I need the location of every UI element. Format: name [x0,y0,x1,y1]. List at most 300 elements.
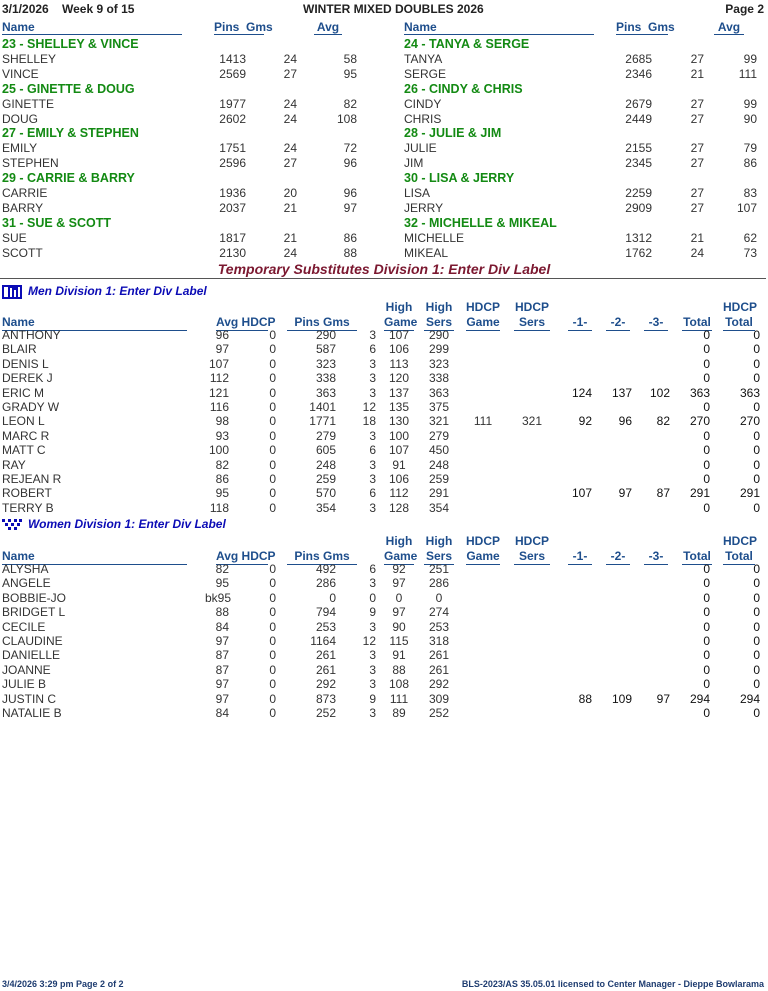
col-game-3: -3- [644,549,668,565]
player-average: 111 [738,66,757,81]
col-pins-gms: Pins Gms [287,549,357,565]
sub-hdcp-total: 0 [753,342,760,357]
sub-total: 0 [703,371,710,386]
sub-name: RAY [2,457,26,472]
sub-high-game: 128 [388,500,410,515]
sub-handicap: 0 [269,648,276,663]
col-total: Total [683,315,711,329]
player-row [2,67,382,82]
sub-game-1: 92 [578,414,592,429]
player-name: GINETTE [2,97,55,111]
women-column-header [0,534,768,564]
sub-high-series: 292 [428,677,450,692]
sub-high-game: 100 [388,428,410,443]
player-average: 86 [743,155,757,170]
sub-average: 88 [215,605,229,620]
sub-average: 118 [209,500,229,515]
sub-name: GRADY W [2,400,60,414]
col-high-top: High [425,300,453,314]
sub-handicap: 0 [269,443,276,458]
sub-name: TERRY B [2,500,54,515]
sub-pins: 492 [315,562,336,576]
sub-average: 107 [208,356,229,371]
player-pins: 2679 [625,97,652,111]
team-name: 27 - EMILY & STEPHEN [2,126,139,140]
sub-high-game: 0 [395,590,403,605]
sub-high-game: 91 [392,648,406,663]
player-name: MICHELLE [404,231,465,245]
col-game-1: -1- [568,315,592,331]
sub-handicap: 0 [269,342,276,357]
team-name: 32 - MICHELLE & MIKEAL [404,216,557,230]
player-games: 21 [690,231,704,245]
player-row [404,67,768,82]
player-name: CINDY [404,97,442,111]
sub-average: 97 [215,634,229,648]
sub-hdcp-series: 321 [521,414,543,429]
sub-high-series: 251 [428,562,450,576]
sub-hdcp-total: 291 [739,486,760,501]
player-pins: 2602 [219,111,246,126]
sub-handicap: 0 [269,590,276,605]
sub-game-3: 97 [656,691,670,706]
sub-handicap: 0 [269,486,276,501]
player-name: CARRIE [2,186,48,200]
sub-pins: 570 [315,486,336,501]
player-row [404,231,768,246]
col-high-sers: Sers [425,315,453,329]
player-average: 72 [343,141,357,155]
sub-high-game: 106 [388,472,410,486]
report-header [0,2,768,16]
footer-timestamp: 3/4/2026 3:29 pm Page 2 of 2 [2,979,124,989]
footer-license: BLS-2023/AS 35.05.01 licensed to Center Manager - Dieppe Bowlarama [461,979,764,989]
sub-high-series: 318 [428,634,450,648]
sub-games: 12 [362,400,376,414]
team-name: 28 - JULIE & JIM [404,126,502,140]
player-name: JIM [404,155,424,170]
sub-high-series: 299 [428,342,450,357]
sub-high-game: 91 [392,457,406,472]
sub-row [0,429,768,443]
sub-total: 0 [703,328,710,342]
women-division-header [2,517,226,533]
col-hdcp-top: HDCP [723,300,758,314]
women-bowler-icon [2,518,22,532]
sub-handicap: 0 [269,634,276,648]
player-name: VINCE [2,66,39,81]
sub-row [0,677,768,691]
player-pins: 2037 [219,200,246,215]
sub-high-series: 290 [428,328,450,342]
sub-average: bk95 [205,590,232,605]
sub-hdcp-total: 294 [739,691,760,706]
player-pins: 1413 [219,52,246,66]
sub-pins: 279 [315,428,336,443]
col-game-3: -3- [644,315,668,331]
sub-handicap: 0 [269,371,276,386]
team-name: 29 - CARRIE & BARRY [2,171,135,185]
sub-high-game: 88 [392,662,406,677]
col-hdcp-total: Total [723,549,755,565]
player-row [2,112,382,127]
sub-total: 0 [703,562,710,576]
team-name: 25 - GINETTE & DOUG [2,82,135,96]
player-games: 24 [283,97,297,111]
sub-game-1: 107 [571,486,592,501]
sub-high-series: 323 [428,356,450,371]
sub-hdcp-total: 0 [753,472,760,486]
sub-name: CECILE [2,619,46,634]
sub-games: 3 [369,428,376,443]
player-row [2,97,382,112]
team-block [404,37,768,81]
team-name: 30 - LISA & JERRY [404,171,515,185]
player-average: 82 [343,97,357,111]
sub-row [0,605,768,619]
team-name: 24 - TANYA & SERGE [404,37,530,51]
sub-pins: 587 [315,342,336,357]
sub-high-game: 135 [388,400,410,414]
sub-handicap: 0 [269,619,276,634]
team-column-header-left [0,21,380,35]
sub-pins: 873 [315,691,336,706]
sub-name: DEREK J [2,371,53,386]
col-avg: Avg [714,21,744,35]
sub-handicap: 0 [269,385,276,400]
sub-average: 116 [209,400,229,414]
sub-high-series: 286 [428,576,450,591]
sub-row [0,371,768,385]
sub-games: 6 [369,486,376,501]
player-pins: 1817 [219,231,246,245]
sub-high-series: 248 [428,457,450,472]
sub-high-series: 261 [428,662,450,677]
sub-hdcp-total: 0 [753,590,760,605]
sub-total: 0 [703,356,710,371]
sub-total: 0 [703,677,710,692]
sub-high-game: 107 [388,328,410,342]
sub-pins: 363 [315,385,336,400]
col-game-2: -2- [606,315,630,331]
sub-hdcp-total: 0 [753,706,760,720]
sub-pins: 354 [315,500,336,515]
sub-high-game: 97 [392,576,406,591]
sub-games: 18 [362,414,376,429]
player-row [2,156,382,171]
player-average: 90 [743,111,757,126]
sub-game-1: 124 [571,385,592,400]
sub-total: 0 [703,662,710,677]
sub-row [0,591,768,605]
sub-average: 87 [215,648,229,663]
sub-hdcp-total: 0 [753,662,760,677]
player-games: 27 [690,141,704,155]
sub-average: 93 [215,428,229,443]
sub-games: 3 [369,385,376,400]
sub-row [0,400,768,414]
sub-row [0,663,768,677]
player-pins: 2449 [625,111,652,126]
sub-high-series: 309 [428,691,450,706]
player-pins: 2259 [625,186,652,200]
sub-handicap: 0 [269,706,276,720]
col-pins: Pins [214,20,240,34]
player-average: 96 [343,186,357,200]
sub-total: 291 [689,486,710,501]
sub-pins: 259 [315,472,336,486]
player-pins: 1977 [219,97,246,111]
sub-hdcp-total: 270 [739,414,760,429]
men-division-label: Men Division 1: Enter Div Label [28,284,207,298]
sub-total: 0 [703,648,710,663]
player-average: 97 [343,200,357,215]
sub-average: 95 [215,576,229,591]
sub-total: 0 [703,619,710,634]
player-average: 96 [343,155,357,170]
player-games: 24 [283,111,297,126]
player-games: 27 [690,111,704,126]
player-name: SCOTT [2,245,43,260]
sub-game-2: 109 [611,691,632,706]
col-high-top: High [385,300,413,314]
sub-total: 0 [703,706,710,720]
sub-row [0,357,768,371]
sub-total: 270 [689,414,710,429]
sub-name: LEON L [2,414,45,429]
sub-game-3: 82 [656,414,670,429]
col-name: Name [404,21,594,35]
col-pins-gms [214,20,273,35]
sub-high-game: 120 [388,371,410,386]
sub-games: 3 [369,457,376,472]
sub-high-series: 279 [428,428,450,443]
sub-games: 3 [369,619,376,634]
sub-high-game: 92 [392,562,406,576]
sub-high-game: 107 [388,443,410,458]
sub-name: JOANNE [2,662,51,677]
sub-high-game: 113 [389,356,409,371]
col-high-sers: Sers [425,549,453,563]
sub-high-series: 253 [428,619,450,634]
men-division-header [2,284,207,300]
sub-name: REJEAN R [2,472,62,486]
sub-high-series: 261 [428,648,450,663]
sub-row [0,501,768,515]
sub-average: 95 [215,486,229,501]
sub-average: 84 [215,706,229,720]
sub-high-game: 97 [392,605,406,620]
sub-handicap: 0 [269,662,276,677]
sub-average: 98 [215,414,229,429]
sub-row [0,562,768,576]
sub-row [0,634,768,648]
team-name: 23 - SHELLEY & VINCE [2,37,139,51]
player-average: 73 [743,245,757,260]
sub-handicap: 0 [269,457,276,472]
player-games: 20 [283,186,297,200]
sub-handicap: 0 [269,576,276,591]
sub-high-game: 137 [388,385,410,400]
col-hdcp-top: HDCP [723,534,758,548]
sub-games: 3 [369,500,376,515]
player-row [404,141,768,156]
sub-row [0,620,768,634]
player-row [404,52,768,67]
player-pins: 2346 [625,66,652,81]
sub-games: 3 [369,648,376,663]
player-pins: 2685 [625,52,652,66]
divider [0,278,766,279]
sub-average: 112 [209,371,229,386]
sub-hdcp-total: 0 [753,677,760,692]
team-column-header-right [384,21,768,35]
sub-name: DENIS L [2,356,49,371]
substitutes-title: Temporary Substitutes Division 1: Enter Div Label [217,261,551,277]
col-avg-hdcp: Avg HDCP [216,549,276,563]
player-average: 107 [736,200,757,215]
col-hdcp-game: Game [466,315,500,329]
col-high-game: Game [384,315,418,329]
player-row [404,112,768,127]
player-games: 27 [690,155,704,170]
sub-hdcp-total: 0 [753,356,760,371]
sub-total: 0 [703,576,710,591]
sub-row [0,692,768,706]
sub-average: 97 [215,342,229,357]
player-row [404,186,768,201]
week-label: Week 9 of 15 [62,2,135,16]
col-hdcp-top: HDCP [466,534,501,548]
team-block [2,126,382,170]
player-games: 24 [690,245,704,260]
sub-total: 0 [703,634,710,648]
player-name: SUE [2,231,27,245]
player-pins: 1312 [625,231,652,245]
col-hdcp-top: HDCP [514,534,549,548]
sub-name: ANTHONY [2,328,61,342]
player-pins: 1751 [219,141,246,155]
player-average: 79 [743,141,757,155]
sub-hdcp-total: 0 [753,500,760,515]
sub-high-series: 363 [428,385,450,400]
player-games: 21 [283,231,297,245]
sub-total: 0 [703,605,710,620]
player-pins: 2155 [625,141,652,155]
sub-game-2: 97 [618,486,632,501]
sub-average: 97 [215,677,229,692]
col-name: Name [2,21,182,35]
sub-row [0,706,768,720]
sub-total: 363 [689,385,710,400]
col-game-2: -2- [606,549,630,565]
col-high-top: High [385,534,413,548]
sub-pins: 261 [315,648,336,663]
sub-name: NATALIE B [2,706,62,720]
sub-pins: 1164 [310,634,336,648]
col-total: Total [683,549,711,563]
sub-high-game: 130 [388,414,410,429]
sub-average: 97 [215,691,229,706]
col-pins: Pins [616,20,642,34]
sub-game-2: 137 [611,385,632,400]
col-hdcp-game: Game [466,549,500,563]
sub-high-game: 115 [389,634,409,648]
men-column-header [0,300,768,330]
sub-name: ROBERT [2,486,52,501]
player-average: 58 [343,52,357,66]
sub-high-game: 106 [388,342,410,357]
page-number: Page 2 [725,2,764,16]
player-pins: 2130 [219,245,246,260]
sub-total: 0 [703,590,710,605]
sub-games: 6 [369,562,376,576]
sub-games: 0 [369,590,376,605]
player-games: 24 [283,52,297,66]
sub-row [0,443,768,457]
sub-row [0,576,768,590]
sub-pins: 338 [315,371,336,386]
sub-games: 6 [369,443,376,458]
player-average: 108 [336,111,357,126]
col-hdcp-total: Total [723,315,755,331]
player-name: LISA [404,186,431,200]
team-block [404,126,768,170]
sub-row [0,328,768,342]
sub-handicap: 0 [269,414,276,429]
team-block [404,82,768,126]
player-name: SERGE [404,66,447,81]
sub-total: 0 [703,472,710,486]
sub-average: 84 [215,619,229,634]
player-name: JERRY [404,200,444,215]
sub-pins: 323 [315,356,336,371]
player-games: 27 [690,97,704,111]
sub-row [0,342,768,356]
sub-name: DANIELLE [2,648,61,663]
sub-games: 6 [369,342,376,357]
sub-hdcp-game: 111 [473,414,493,429]
player-games: 27 [690,52,704,66]
sub-hdcp-total: 0 [753,428,760,443]
sub-hdcp-total: 0 [753,634,760,648]
sub-total: 294 [689,691,710,706]
sub-name: MATT C [2,443,46,458]
women-division-label: Women Division 1: Enter Div Label [28,517,226,531]
sub-high-series: 375 [428,400,450,414]
col-gms: Gms [246,20,273,34]
player-name: EMILY [2,141,38,155]
sub-high-series: 0 [435,590,443,605]
sub-hdcp-total: 0 [753,443,760,458]
player-games: 27 [690,200,704,215]
sub-name: ANGELE [2,576,51,591]
sub-pins: 605 [315,443,336,458]
sub-handicap: 0 [269,472,276,486]
sub-handicap: 0 [269,605,276,620]
sub-total: 0 [703,428,710,443]
sub-name: ALYSHA [2,562,49,576]
player-name: SHELLEY [2,52,57,66]
sub-game-1: 88 [578,691,592,706]
team-block [2,82,382,126]
player-games: 24 [283,141,297,155]
team-block [404,171,768,215]
sub-game-3: 102 [649,385,670,400]
player-name: BARRY [2,200,44,215]
player-row [404,201,768,216]
player-row [2,231,382,246]
